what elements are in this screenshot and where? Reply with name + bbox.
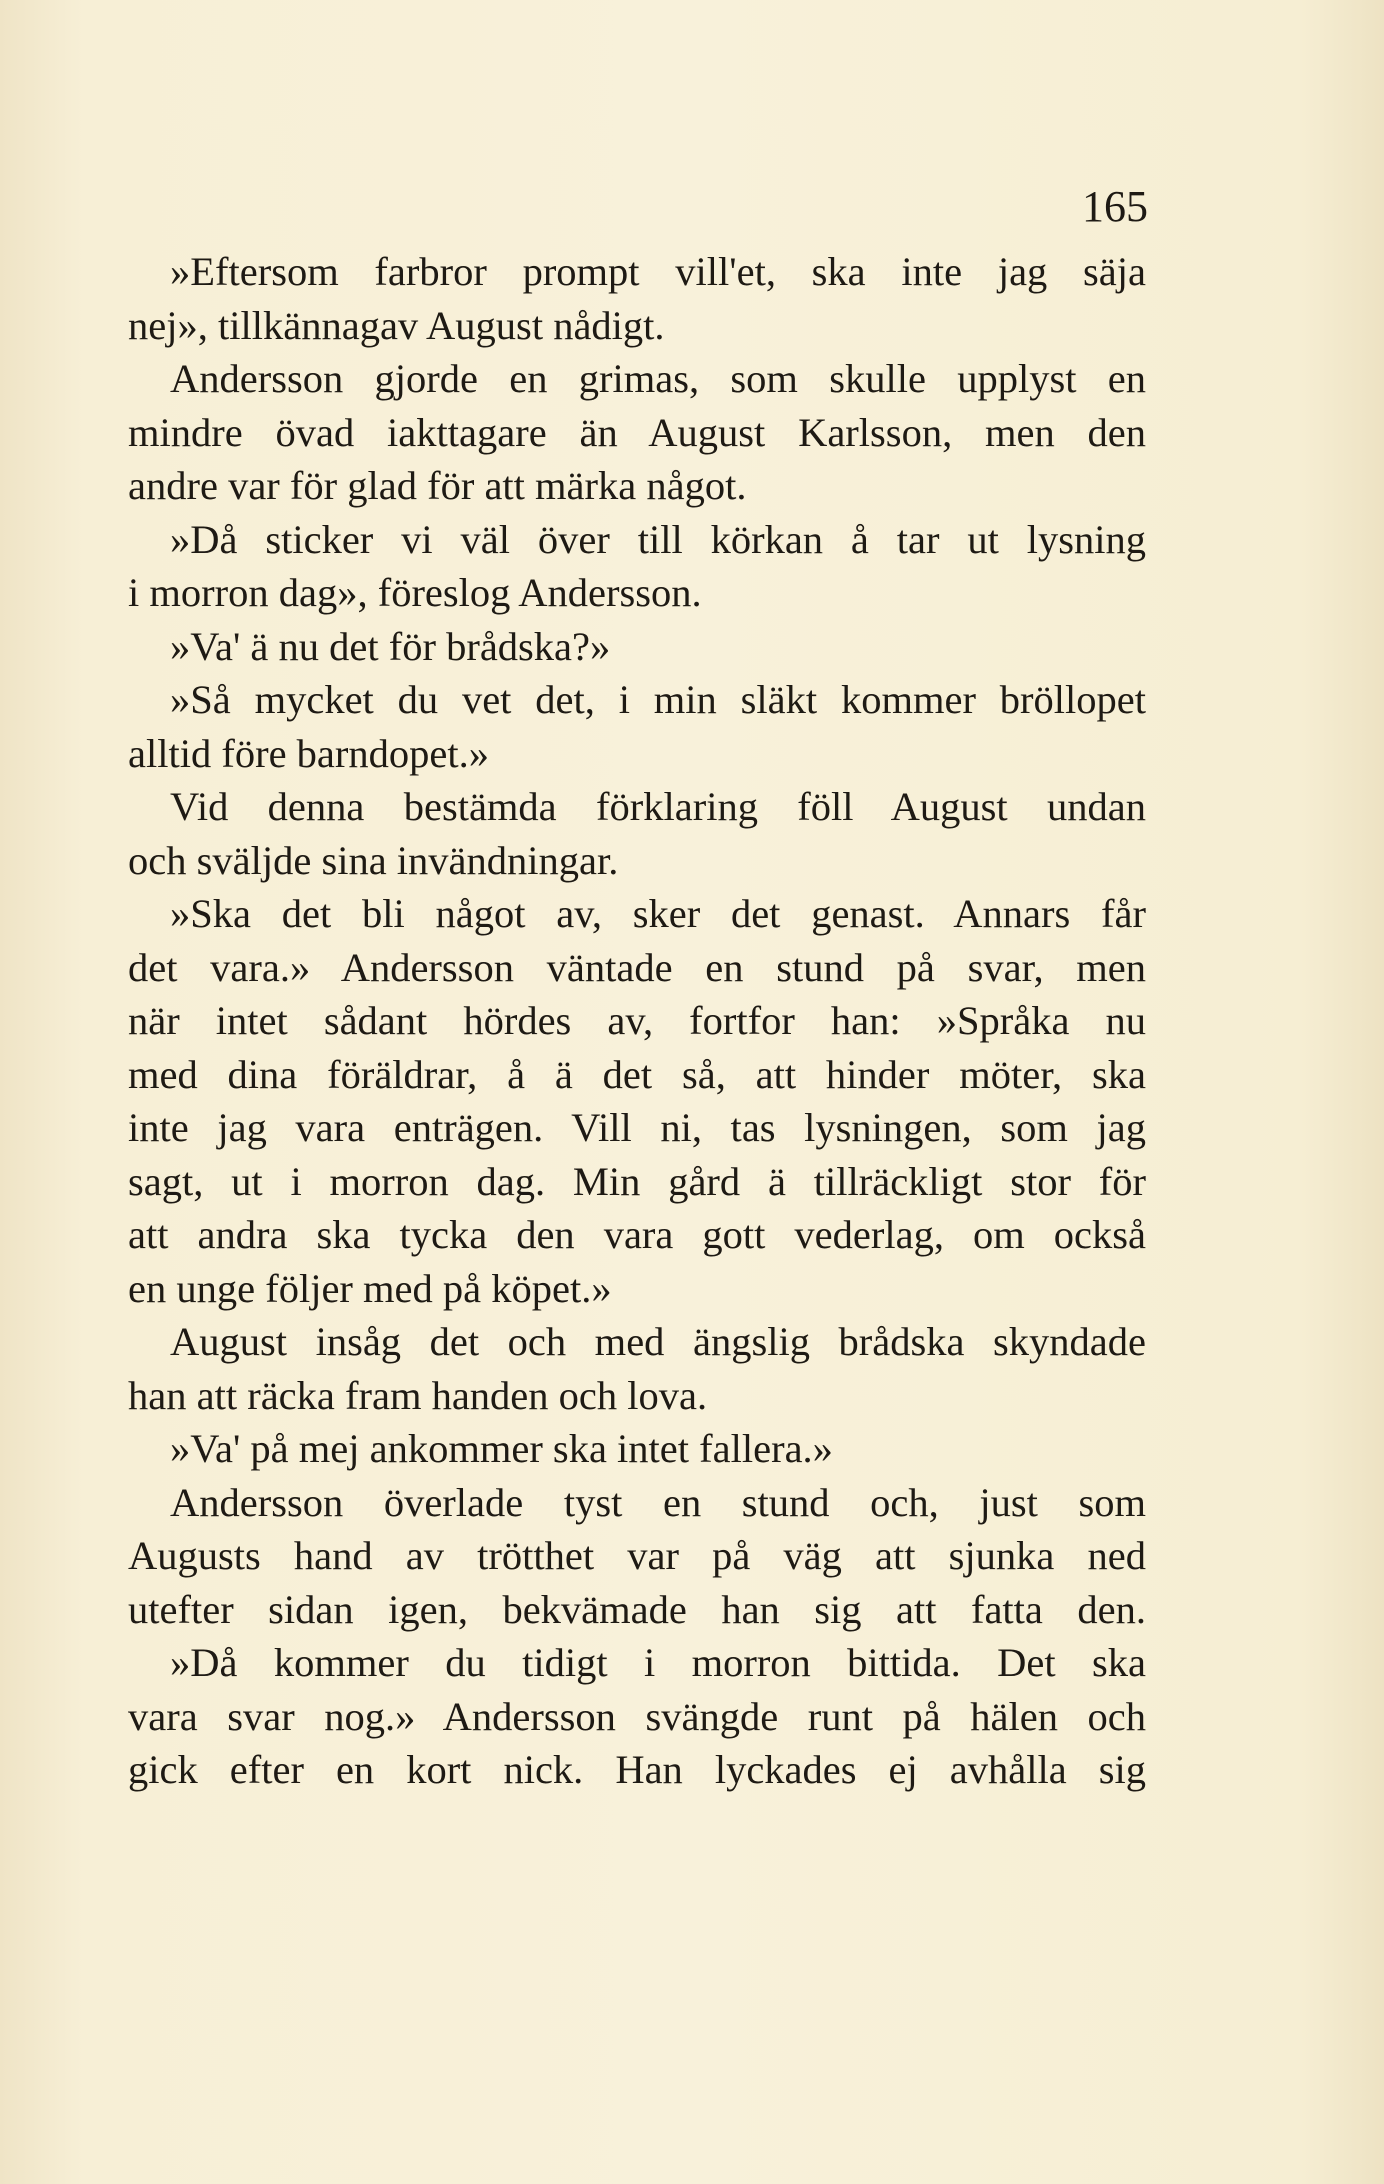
text-line: »Va' ä nu det för brådska?» (170, 623, 611, 669)
text-line: vara svar nog.» Andersson svängde runt på hälen och (128, 1693, 1146, 1739)
text-line: gick efter en kort nick. Han lyckades ej avhålla sig (128, 1747, 1146, 1792)
text-line: Andersson gjorde en grimas, som skulle upplyst en (170, 356, 1146, 401)
body-text (128, 245, 1146, 1797)
page-number: 165 (1082, 182, 1148, 231)
text-line: i morron dag», föreslog Andersson. (128, 570, 702, 615)
text-line: han att räcka fram handen och lova. (128, 1372, 708, 1418)
text-line: »Va' på mej ankommer ska intet fallera.» (170, 1426, 833, 1471)
text-line: sagt, ut i morron dag. Min gård ä tillräckligt stor för (128, 1158, 1146, 1204)
text-line: »Då kommer du tidigt i morron bittida. Det ska (170, 1640, 1146, 1685)
text-line: utefter sidan igen, bekvämade han sig att fatta den. (128, 1586, 1146, 1632)
text-line: en unge följer med på köpet.» (128, 1265, 612, 1311)
text-line: och sväljde sina invändningar. (128, 837, 619, 883)
text-line: »Eftersom farbror prompt vill'et, ska inte jag säja (170, 249, 1146, 294)
text-line: August insåg det och med ängslig brådska skyndade (170, 1319, 1146, 1364)
text-line: Andersson överlade tyst en stund och, just som (170, 1479, 1146, 1525)
text-line: »Så mycket du vet det, i min släkt kommer bröllopet (170, 677, 1146, 722)
text-line: när intet sådant hördes av, fortfor han: »Språka nu (128, 998, 1146, 1043)
text-line: inte jag vara enträgen. Vill ni, tas lysningen, som jag (128, 1105, 1146, 1150)
text-line: »Ska det bli något av, sker det genast. Annars får (170, 891, 1146, 936)
text-line: nej», tillkännagav August nådigt. (128, 302, 665, 348)
text-line: andre var för glad för att märka något. (128, 463, 747, 508)
text-line: Vid denna bestämda förklaring föll August undan (170, 784, 1146, 829)
text-line: »Då sticker vi väl över till körkan å tar ut lysning (170, 516, 1146, 562)
text-line: alltid före barndopet.» (128, 730, 489, 776)
text-line: Augusts hand av trötthet var på väg att sjunka ned (128, 1533, 1146, 1578)
text-line: att andra ska tycka den vara gott vederlag, om också (128, 1212, 1146, 1257)
text-line: mindre övad iakttagare än August Karlsson, men den (128, 409, 1146, 455)
text-line: det vara.» Andersson väntade en stund på svar, men (128, 944, 1146, 990)
text-line: med dina föräldrar, å ä det så, att hinder möter, ska (128, 1051, 1146, 1097)
